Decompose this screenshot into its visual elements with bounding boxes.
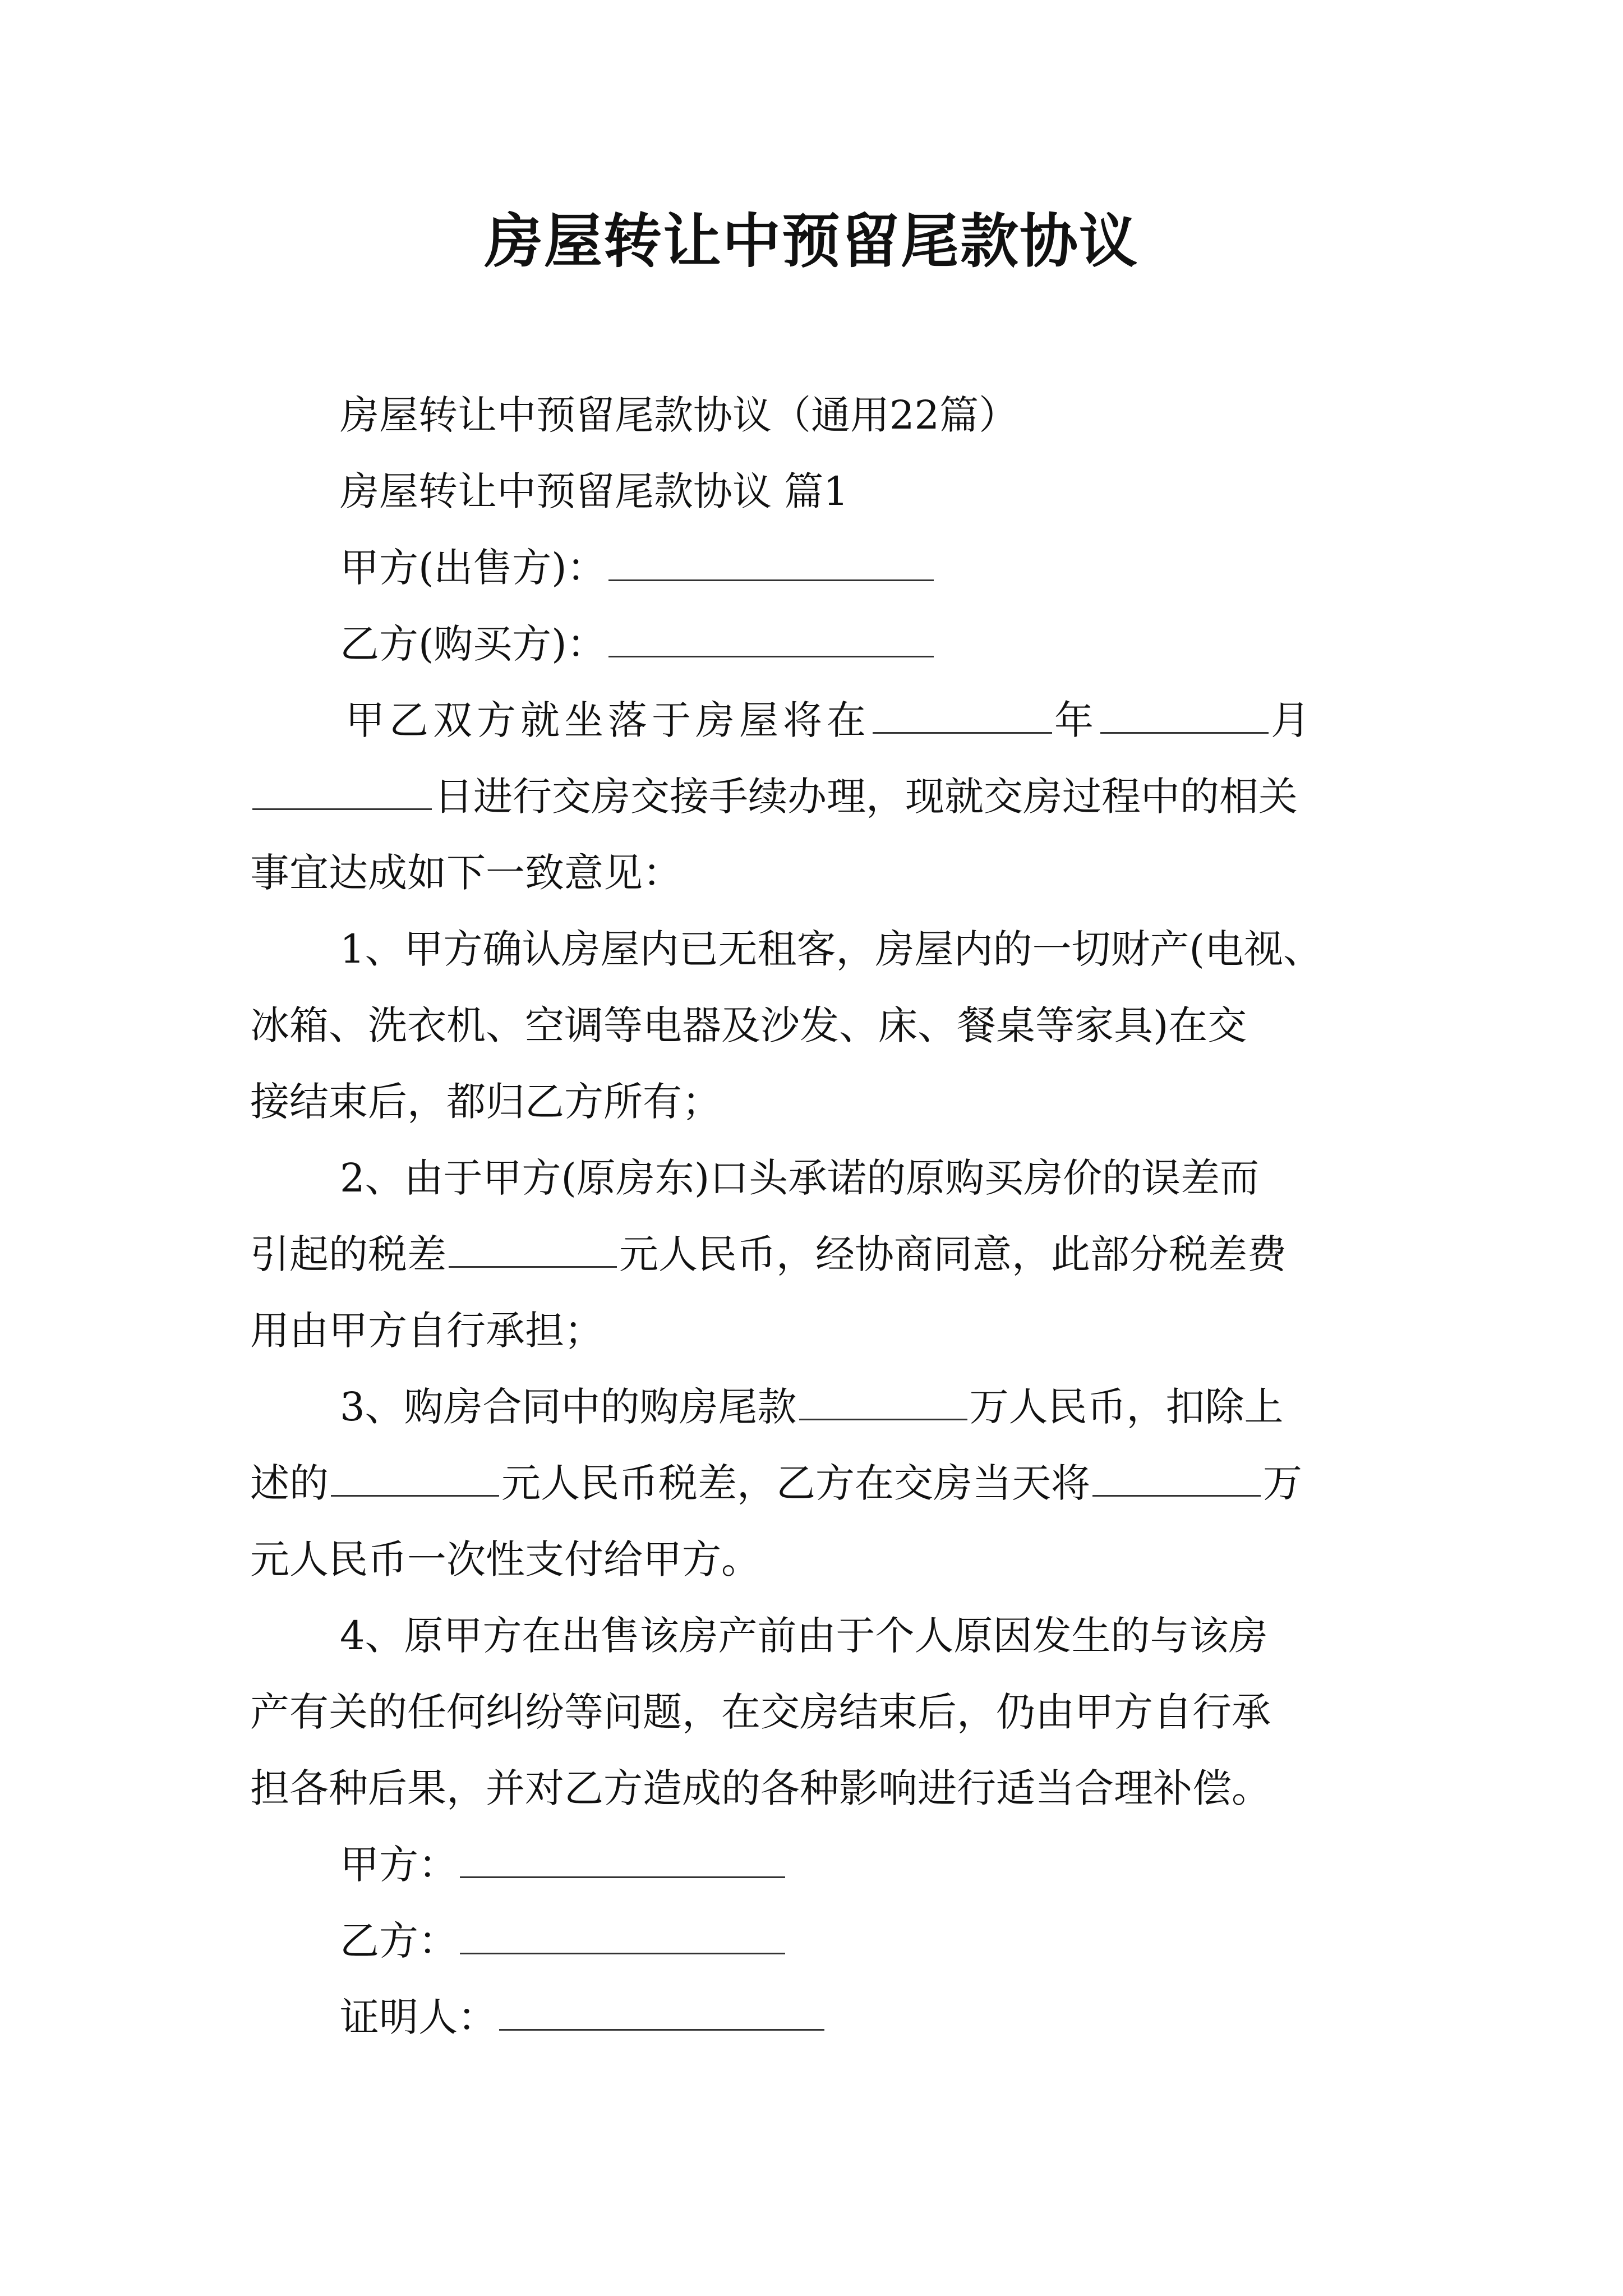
sign-party-a-label: 甲方： (340, 1842, 458, 1888)
tax-deduction-blank (331, 1456, 499, 1497)
section-heading: 房屋转让中预留尾款协议 篇1 (340, 468, 849, 514)
intro-line-2 (250, 758, 1389, 835)
year-blank (873, 693, 1052, 734)
clause-3-line-2 (250, 1445, 1389, 1521)
clause-2-line-2 (250, 1216, 1389, 1292)
clause-3-line-3: 元人民币一次性支付给甲方。 (250, 1536, 760, 1582)
clause-2-text-a: 引起的税差 (250, 1231, 446, 1277)
intro-line-1 (250, 682, 1389, 758)
month-blank (1100, 693, 1269, 734)
day-blank (252, 769, 432, 810)
sign-party-b-line (250, 1903, 1389, 1979)
party-a-seller-blank (608, 540, 934, 581)
clause-2-text-b: 元人民币，经协商同意，此部分税差费 (619, 1231, 1287, 1277)
sign-witness-line (250, 1979, 1389, 2055)
intro-line-3: 事宜达成如下一致意见： (250, 850, 682, 896)
intro-month: 月 (1271, 697, 1315, 743)
clause-3-line-1 (250, 1369, 1389, 1445)
party-b-buyer-blank (608, 616, 934, 657)
party-b-buyer-line (250, 606, 1389, 682)
tax-difference-blank (449, 1227, 617, 1268)
clause-1-line-1: 1、甲方确认房屋内已无租客，房屋内的一切财产(电视、 (340, 926, 1322, 972)
clause-1-line-3: 接结束后，都归乙方所有； (250, 1079, 721, 1125)
intro-text-2: 日进行交房交接手续办理，现就交房过程中的相关 (434, 774, 1298, 820)
clause-2-line-1: 2、由于甲方(原房东)口头承诺的原购买房价的误差而 (340, 1155, 1260, 1201)
sign-party-b-label: 乙方： (340, 1918, 458, 1964)
clause-3-text-c: 述的 (250, 1460, 329, 1506)
sign-party-a-blank (460, 1837, 785, 1878)
clause-3-text-a: 3、购房合同中的购房尾款 (340, 1384, 797, 1430)
sign-party-b-blank (460, 1913, 785, 1954)
document-body (250, 377, 1389, 2055)
sign-witness-label: 证明人： (340, 1994, 497, 2040)
party-b-buyer-label: 乙方(购买方)： (340, 621, 606, 667)
party-a-seller-label: 甲方(出售方)： (340, 545, 606, 591)
subtitle: 房屋转让中预留尾款协议（通用22篇） (340, 392, 1018, 438)
intro-year: 年 (1054, 697, 1098, 743)
clause-4-line-3: 担各种后果，并对乙方造成的各种影响进行适当合理补偿。 (250, 1765, 1271, 1811)
balance-amount-blank (799, 1379, 967, 1420)
clause-3-text-b: 万人民币，扣除上 (969, 1384, 1284, 1430)
clause-2-line-3: 用由甲方自行承担； (250, 1308, 603, 1354)
intro-text-1: 甲乙双方就坐落于房屋将在 (345, 697, 870, 743)
payment-amount-blank (1092, 1456, 1261, 1497)
sign-party-a-line (250, 1826, 1389, 1903)
party-a-seller-line (250, 530, 1389, 606)
clause-4-line-1: 4、原甲方在出售该房产前由于个人原因发生的与该房 (340, 1613, 1268, 1659)
clause-3-text-d: 元人民币税差，乙方在交房当天将 (501, 1460, 1090, 1506)
document-title: 房屋转让中预留尾款协议 (484, 206, 1138, 275)
sign-witness-blank (499, 1990, 824, 2031)
clause-1-line-2: 冰箱、洗衣机、空调等电器及沙发、床、餐桌等家具)在交 (250, 1002, 1247, 1048)
clause-4-line-2: 产有关的任何纠纷等问题，在交房结束后，仍由甲方自行承 (250, 1689, 1271, 1735)
clause-3-text-e: 万 (1263, 1460, 1302, 1506)
